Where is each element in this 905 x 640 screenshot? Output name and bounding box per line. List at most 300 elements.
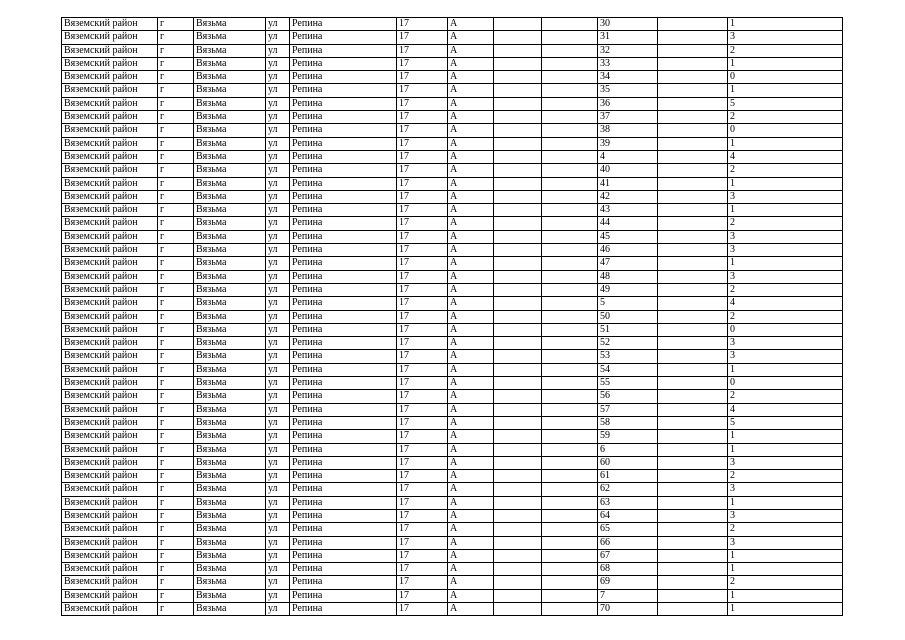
letter-cell: А (448, 589, 494, 602)
letter-cell: А (448, 71, 494, 84)
letter-cell: А (448, 18, 494, 31)
district-cell: Вяземский район (62, 230, 158, 243)
settlement-type-cell: г (158, 84, 194, 97)
street-cell: Репина (290, 523, 397, 536)
apartment-cell: 56 (598, 390, 658, 403)
district-cell: Вяземский район (62, 363, 158, 376)
street-cell: Репина (290, 310, 397, 323)
letter-cell: А (448, 150, 494, 163)
building-cell (494, 217, 542, 230)
apartment-cell: 70 (598, 603, 658, 616)
table-row (62, 323, 843, 336)
building-cell (494, 97, 542, 110)
settlement-type-cell: г (158, 283, 194, 296)
building-cell (494, 323, 542, 336)
house-cell: 17 (397, 350, 448, 363)
street-type-cell: ул (266, 177, 290, 190)
district-cell: Вяземский район (62, 44, 158, 57)
block-cell (542, 483, 598, 496)
room-cell (658, 416, 728, 429)
apartment-cell: 69 (598, 576, 658, 589)
table-body (62, 18, 843, 616)
house-cell: 17 (397, 323, 448, 336)
count-cell: 3 (728, 350, 843, 363)
letter-cell: А (448, 230, 494, 243)
district-cell: Вяземский район (62, 549, 158, 562)
block-cell (542, 403, 598, 416)
settlement-type-cell: г (158, 563, 194, 576)
building-cell (494, 350, 542, 363)
house-cell: 17 (397, 403, 448, 416)
count-cell: 0 (728, 377, 843, 390)
count-cell: 3 (728, 536, 843, 549)
house-cell: 17 (397, 57, 448, 70)
count-cell: 4 (728, 297, 843, 310)
street-cell: Репина (290, 230, 397, 243)
settlement-type-cell: г (158, 18, 194, 31)
house-cell: 17 (397, 430, 448, 443)
settlement-type-cell: г (158, 97, 194, 110)
street-cell: Репина (290, 244, 397, 257)
building-cell (494, 337, 542, 350)
district-cell: Вяземский район (62, 137, 158, 150)
letter-cell: А (448, 337, 494, 350)
street-cell: Репина (290, 496, 397, 509)
district-cell: Вяземский район (62, 57, 158, 70)
house-cell: 17 (397, 390, 448, 403)
block-cell (542, 390, 598, 403)
count-cell: 1 (728, 177, 843, 190)
settlement-type-cell: г (158, 31, 194, 44)
apartment-cell: 51 (598, 323, 658, 336)
street-type-cell: ул (266, 549, 290, 562)
street-cell: Репина (290, 190, 397, 203)
count-cell: 2 (728, 283, 843, 296)
settlement-type-cell: г (158, 244, 194, 257)
street-type-cell: ул (266, 509, 290, 522)
district-cell: Вяземский район (62, 430, 158, 443)
settlement-type-cell: г (158, 270, 194, 283)
block-cell (542, 323, 598, 336)
block-cell (542, 164, 598, 177)
count-cell: 3 (728, 230, 843, 243)
table-row (62, 217, 843, 230)
apartment-cell: 46 (598, 244, 658, 257)
street-cell: Репина (290, 150, 397, 163)
street-cell: Репина (290, 18, 397, 31)
settlement-type-cell: г (158, 443, 194, 456)
table-row (62, 470, 843, 483)
house-cell: 17 (397, 190, 448, 203)
block-cell (542, 283, 598, 296)
building-cell (494, 190, 542, 203)
room-cell (658, 549, 728, 562)
street-cell: Репина (290, 164, 397, 177)
house-cell: 17 (397, 217, 448, 230)
street-type-cell: ул (266, 350, 290, 363)
settlement-type-cell: г (158, 576, 194, 589)
building-cell (494, 84, 542, 97)
house-cell: 17 (397, 257, 448, 270)
table-row (62, 576, 843, 589)
apartment-cell: 47 (598, 257, 658, 270)
count-cell: 2 (728, 44, 843, 57)
building-cell (494, 443, 542, 456)
letter-cell: А (448, 470, 494, 483)
room-cell (658, 403, 728, 416)
document-page (61, 17, 843, 616)
district-cell: Вяземский район (62, 323, 158, 336)
table-row (62, 177, 843, 190)
street-type-cell: ул (266, 97, 290, 110)
count-cell: 0 (728, 323, 843, 336)
street-type-cell: ул (266, 563, 290, 576)
settlement-type-cell: г (158, 164, 194, 177)
settlement-type-cell: г (158, 150, 194, 163)
room-cell (658, 164, 728, 177)
street-cell: Репина (290, 549, 397, 562)
settlement-type-cell: г (158, 403, 194, 416)
table-row (62, 31, 843, 44)
street-type-cell: ул (266, 190, 290, 203)
district-cell: Вяземский район (62, 589, 158, 602)
room-cell (658, 523, 728, 536)
room-cell (658, 230, 728, 243)
building-cell (494, 563, 542, 576)
table-row (62, 18, 843, 31)
room-cell (658, 509, 728, 522)
house-cell: 17 (397, 97, 448, 110)
street-type-cell: ул (266, 483, 290, 496)
settlement-type-cell: г (158, 124, 194, 137)
letter-cell: А (448, 509, 494, 522)
table-row (62, 403, 843, 416)
table-row (62, 509, 843, 522)
building-cell (494, 18, 542, 31)
settlement-cell: Вязьма (194, 31, 266, 44)
block-cell (542, 230, 598, 243)
count-cell: 3 (728, 456, 843, 469)
street-type-cell: ул (266, 416, 290, 429)
street-cell: Репина (290, 377, 397, 390)
street-cell: Репина (290, 563, 397, 576)
street-cell: Репина (290, 470, 397, 483)
count-cell: 5 (728, 97, 843, 110)
building-cell (494, 416, 542, 429)
table-row (62, 603, 843, 616)
table-row (62, 297, 843, 310)
room-cell (658, 71, 728, 84)
address-table (61, 17, 843, 616)
letter-cell: А (448, 257, 494, 270)
settlement-cell: Вязьма (194, 496, 266, 509)
street-cell: Репина (290, 283, 397, 296)
street-type-cell: ул (266, 230, 290, 243)
table-row (62, 390, 843, 403)
house-cell: 17 (397, 456, 448, 469)
district-cell: Вяземский район (62, 190, 158, 203)
count-cell: 1 (728, 549, 843, 562)
settlement-cell: Вязьма (194, 97, 266, 110)
table-row (62, 44, 843, 57)
district-cell: Вяземский район (62, 310, 158, 323)
room-cell (658, 443, 728, 456)
house-cell: 17 (397, 283, 448, 296)
letter-cell: А (448, 483, 494, 496)
settlement-cell: Вязьма (194, 416, 266, 429)
block-cell (542, 190, 598, 203)
street-type-cell: ул (266, 84, 290, 97)
street-type-cell: ул (266, 523, 290, 536)
table-row (62, 97, 843, 110)
street-type-cell: ул (266, 111, 290, 124)
house-cell: 17 (397, 137, 448, 150)
house-cell: 17 (397, 416, 448, 429)
street-cell: Репина (290, 456, 397, 469)
settlement-type-cell: г (158, 377, 194, 390)
settlement-cell: Вязьма (194, 257, 266, 270)
street-cell: Репина (290, 483, 397, 496)
district-cell: Вяземский район (62, 563, 158, 576)
apartment-cell: 38 (598, 124, 658, 137)
house-cell: 17 (397, 509, 448, 522)
room-cell (658, 603, 728, 616)
apartment-cell: 65 (598, 523, 658, 536)
building-cell (494, 549, 542, 562)
street-type-cell: ул (266, 337, 290, 350)
settlement-cell: Вязьма (194, 270, 266, 283)
block-cell (542, 443, 598, 456)
letter-cell: А (448, 124, 494, 137)
district-cell: Вяземский район (62, 456, 158, 469)
count-cell: 3 (728, 270, 843, 283)
settlement-cell: Вязьма (194, 71, 266, 84)
building-cell (494, 603, 542, 616)
block-cell (542, 363, 598, 376)
table-row (62, 416, 843, 429)
street-type-cell: ул (266, 536, 290, 549)
street-type-cell: ул (266, 257, 290, 270)
building-cell (494, 230, 542, 243)
block-cell (542, 71, 598, 84)
apartment-cell: 55 (598, 377, 658, 390)
building-cell (494, 164, 542, 177)
table-row (62, 124, 843, 137)
building-cell (494, 177, 542, 190)
settlement-cell: Вязьма (194, 244, 266, 257)
settlement-cell: Вязьма (194, 84, 266, 97)
district-cell: Вяземский район (62, 164, 158, 177)
building-cell (494, 403, 542, 416)
house-cell: 17 (397, 363, 448, 376)
room-cell (658, 310, 728, 323)
letter-cell: А (448, 44, 494, 57)
settlement-type-cell: г (158, 363, 194, 376)
table-row (62, 71, 843, 84)
letter-cell: А (448, 57, 494, 70)
apartment-cell: 48 (598, 270, 658, 283)
street-cell: Репина (290, 257, 397, 270)
settlement-type-cell: г (158, 350, 194, 363)
room-cell (658, 496, 728, 509)
table-row (62, 270, 843, 283)
building-cell (494, 244, 542, 257)
table-row (62, 377, 843, 390)
settlement-cell: Вязьма (194, 204, 266, 217)
count-cell: 1 (728, 57, 843, 70)
street-cell: Репина (290, 71, 397, 84)
letter-cell: А (448, 523, 494, 536)
count-cell: 1 (728, 589, 843, 602)
count-cell: 2 (728, 111, 843, 124)
settlement-cell: Вязьма (194, 310, 266, 323)
settlement-cell: Вязьма (194, 18, 266, 31)
street-type-cell: ул (266, 576, 290, 589)
street-cell: Репина (290, 589, 397, 602)
house-cell: 17 (397, 576, 448, 589)
settlement-cell: Вязьма (194, 124, 266, 137)
room-cell (658, 283, 728, 296)
room-cell (658, 363, 728, 376)
settlement-type-cell: г (158, 44, 194, 57)
district-cell: Вяземский район (62, 204, 158, 217)
street-type-cell: ул (266, 589, 290, 602)
building-cell (494, 150, 542, 163)
house-cell: 17 (397, 563, 448, 576)
room-cell (658, 57, 728, 70)
count-cell: 1 (728, 363, 843, 376)
apartment-cell: 68 (598, 563, 658, 576)
district-cell: Вяземский район (62, 509, 158, 522)
apartment-cell: 54 (598, 363, 658, 376)
building-cell (494, 283, 542, 296)
house-cell: 17 (397, 177, 448, 190)
street-type-cell: ул (266, 57, 290, 70)
letter-cell: А (448, 310, 494, 323)
street-cell: Репина (290, 177, 397, 190)
table-row (62, 150, 843, 163)
settlement-type-cell: г (158, 204, 194, 217)
building-cell (494, 509, 542, 522)
block-cell (542, 18, 598, 31)
settlement-cell: Вязьма (194, 536, 266, 549)
table-row (62, 563, 843, 576)
block-cell (542, 44, 598, 57)
house-cell: 17 (397, 337, 448, 350)
street-cell: Репина (290, 297, 397, 310)
settlement-type-cell: г (158, 536, 194, 549)
district-cell: Вяземский район (62, 257, 158, 270)
room-cell (658, 217, 728, 230)
table-row (62, 57, 843, 70)
settlement-cell: Вязьма (194, 363, 266, 376)
settlement-cell: Вязьма (194, 430, 266, 443)
settlement-cell: Вязьма (194, 190, 266, 203)
street-type-cell: ул (266, 18, 290, 31)
building-cell (494, 204, 542, 217)
house-cell: 17 (397, 377, 448, 390)
letter-cell: А (448, 97, 494, 110)
street-cell: Репина (290, 363, 397, 376)
street-type-cell: ул (266, 71, 290, 84)
settlement-type-cell: г (158, 257, 194, 270)
table-row (62, 589, 843, 602)
settlement-cell: Вязьма (194, 509, 266, 522)
settlement-cell: Вязьма (194, 323, 266, 336)
letter-cell: А (448, 377, 494, 390)
house-cell: 17 (397, 483, 448, 496)
settlement-cell: Вязьма (194, 589, 266, 602)
settlement-cell: Вязьма (194, 57, 266, 70)
room-cell (658, 390, 728, 403)
street-cell: Репина (290, 111, 397, 124)
street-cell: Репина (290, 536, 397, 549)
block-cell (542, 456, 598, 469)
street-cell: Репина (290, 576, 397, 589)
building-cell (494, 496, 542, 509)
street-type-cell: ул (266, 363, 290, 376)
apartment-cell: 35 (598, 84, 658, 97)
district-cell: Вяземский район (62, 377, 158, 390)
district-cell: Вяземский район (62, 31, 158, 44)
room-cell (658, 350, 728, 363)
street-type-cell: ул (266, 31, 290, 44)
count-cell: 1 (728, 204, 843, 217)
block-cell (542, 177, 598, 190)
settlement-cell: Вязьма (194, 576, 266, 589)
count-cell: 2 (728, 310, 843, 323)
building-cell (494, 576, 542, 589)
table-row (62, 363, 843, 376)
letter-cell: А (448, 563, 494, 576)
room-cell (658, 150, 728, 163)
letter-cell: А (448, 416, 494, 429)
house-cell: 17 (397, 204, 448, 217)
room-cell (658, 589, 728, 602)
house-cell: 17 (397, 603, 448, 616)
settlement-type-cell: г (158, 603, 194, 616)
room-cell (658, 323, 728, 336)
street-type-cell: ул (266, 443, 290, 456)
street-cell: Репина (290, 57, 397, 70)
block-cell (542, 549, 598, 562)
room-cell (658, 137, 728, 150)
street-type-cell: ул (266, 270, 290, 283)
table-row (62, 536, 843, 549)
table-row (62, 283, 843, 296)
count-cell: 1 (728, 18, 843, 31)
block-cell (542, 97, 598, 110)
apartment-cell: 6 (598, 443, 658, 456)
settlement-cell: Вязьма (194, 563, 266, 576)
building-cell (494, 470, 542, 483)
street-cell: Репина (290, 509, 397, 522)
building-cell (494, 310, 542, 323)
count-cell: 5 (728, 416, 843, 429)
count-cell: 1 (728, 137, 843, 150)
street-type-cell: ул (266, 496, 290, 509)
letter-cell: А (448, 603, 494, 616)
table-row (62, 84, 843, 97)
street-cell: Репина (290, 337, 397, 350)
letter-cell: А (448, 177, 494, 190)
building-cell (494, 390, 542, 403)
district-cell: Вяземский район (62, 496, 158, 509)
district-cell: Вяземский район (62, 244, 158, 257)
settlement-type-cell: г (158, 111, 194, 124)
settlement-type-cell: г (158, 456, 194, 469)
settlement-type-cell: г (158, 217, 194, 230)
